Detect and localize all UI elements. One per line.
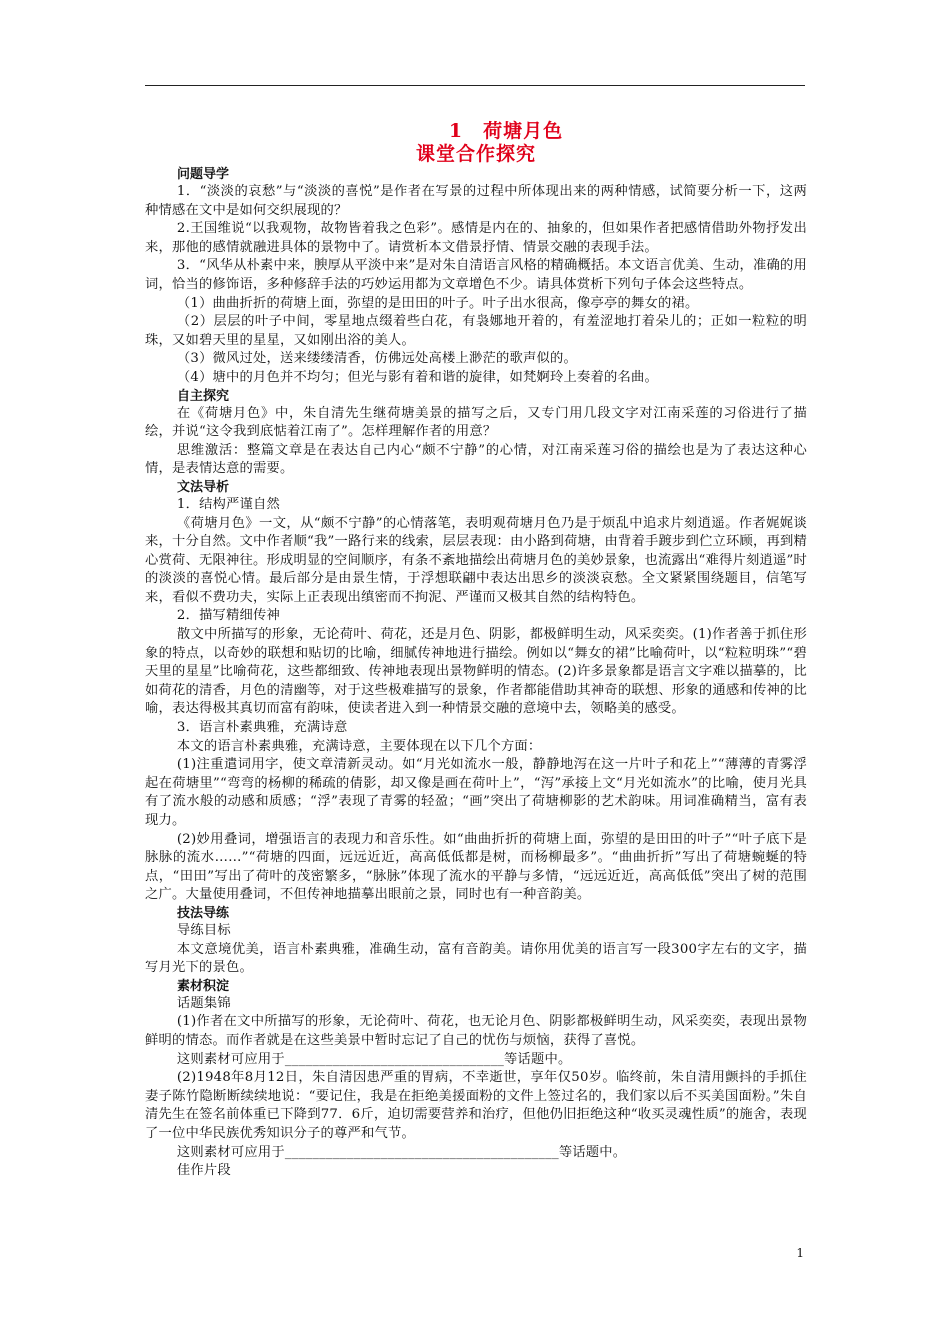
paragraph: 思维激活：整篇文章是在表达自己内心“颇不宁静”的心情，对江南采莲习俗的描绘也是为了表达这种心情，是表情达意的需要。 — [145, 442, 807, 477]
paragraph: 佳作片段 — [176, 1163, 231, 1179]
paragraph: (2)妙用叠词，增强语言的表现力和音乐性。如“曲曲折折的荷塘上面，弥望的是田田的叶子”“叶子底下是脉脉的流水……”“荷塘的四面，远远近近，高高低低都是树，而杨柳最多”。“曲曲折折”写出了荷塘蜿蜒的特点，“田田”写出了荷叶的茂密繁多，“脉脉”体现了流水的平静与多情，“远远近近，高高低低”突出了树的范围之广。大量使用叠词，不但传神地描摹出眼前之景，同时也有一种音韵美。 — [145, 831, 807, 903]
paragraph: 导练目标 — [176, 922, 231, 938]
paragraph: （2）层层的叶子中间，零星地点缀着些白花，有袅娜地开着的，有羞涩地打着朵儿的；正如一粒粒的明珠，又如碧天里的星星，又如刚出浴的美人。 — [145, 314, 807, 348]
paragraph: 3．“风华从朴素中来，腴厚从平淡中来”是对朱自清语言风格的精确概括。本文语言优美、生动，准确的用词，恰当的修饰语，多种修辞手法的巧妙运用都为文章增色不少。请具体赏析下列句子体会这些特点。 — [145, 258, 807, 292]
section-heading: 技法导练 — [177, 905, 230, 921]
section-heading: 问题导学 — [177, 167, 230, 182]
paragraph: 《荷塘月色》一文，从“颇不宁静”的心情落笔，表明观荷塘月色乃是于烦乱中追求片刻逍遥。作者娓娓谈来，十分自然。文中作者顺“我”一路行来的线索，层层表现：由小路到荷塘，由背着手踱步到伫立环顾，再到精心赏荷、无限神往。形成明显的空间顺序，有条不紊地描绘出荷塘月色的美妙景象，也流露出“难得片刻逍遥”时的淡淡的喜悦心情。最后部分是由景生情，于浮想联翩中表达出思乡的淡淡哀愁。全文紧紧围绕题目，信笔写来，看似不费功夫，实际上正表现出缜密而不拘泥、严谨而又极其自然的结构特色。 — [145, 515, 807, 605]
paragraph: 这则素材可应用于________________________________________等话题中。 — [176, 1144, 627, 1160]
section-heading: 自主探究 — [177, 388, 230, 404]
paragraph: （3）微风过处，送来缕缕清香，仿佛远处高楼上渺茫的歌声似的。 — [176, 351, 577, 367]
paragraph: （4）塘中的月色并不均匀；但光与影有着和谐的旋律，如梵婀玲上奏着的名曲。 — [176, 369, 658, 385]
paragraph: 3．语言朴素典雅，充满诗意 — [176, 720, 348, 736]
header-rule — [145, 85, 805, 86]
paragraph: 1．结构严谨自然 — [176, 496, 281, 512]
paragraph: 2.王国维说“以我观物，故物皆着我之色彩”。感情是内在的、抽象的，但如果作者把感情借助外物抒发出来，那他的感情就融进具体的景物中了。请赏析本文借景抒情、情景交融的表现手法。 — [145, 221, 807, 255]
paragraph: 2．描写精细传神 — [176, 608, 281, 624]
paragraph: 本文的语言朴素典雅，充满诗意，主要体现在以下几个方面： — [176, 738, 542, 754]
page-number: 1 — [796, 1246, 804, 1260]
lesson-subtitle: 课堂合作探究 — [415, 143, 536, 165]
paragraph: 本文意境优美，语言朴素典雅，准确生动，富有音韵美。请你用优美的语言写一段300字左右的文字，描写月光下的景色。 — [145, 941, 807, 976]
document-body — [145, 120, 807, 1181]
paragraph: 话题集锦 — [176, 995, 231, 1011]
paragraph: 在《荷塘月色》中，朱自清先生继荷塘美景的描写之后，又专门用几段文字对江南采莲的习俗进行了描绘，并说“这令我到底惦着江南了”。怎样理解作者的用意？ — [145, 405, 807, 440]
paragraph: 1．“淡淡的哀愁”与“淡淡的喜悦”是作者在写景的过程中所体现出来的两种情感，试简要分析一下，这两种情感在文中是如何交织展现的？ — [145, 184, 807, 218]
section-heading: 文法导析 — [177, 479, 230, 495]
paragraph: (1)注重遣词用字，使文章清新灵动。如“月光如流水一般，静静地泻在这一片叶子和花上”“薄薄的青雾浮起在荷塘里”“弯弯的杨柳的稀疏的倩影，却又像是画在荷叶上”，“泻”承接上文“月光如流水”的比喻，使月光具有了流水般的动感和质感；“浮”表现了青雾的轻盈；“画”突出了荷塘柳影的艺术韵味。用词准确精当，富有表现力。 — [145, 757, 807, 828]
paragraph: （1）曲曲折折的荷塘上面，弥望的是田田的叶子。叶子出水很高，像亭亭的舞女的裙。 — [176, 295, 699, 311]
paragraph: 散文中所描写的形象，无论荷叶、荷花，还是月色、阴影，都极鲜明生动，风采奕奕。(1)作者善于抓住形象的特点，以奇妙的联想和贴切的比喻，细腻传神地进行描绘。例如以“舞女的裙”比喻荷叶，以“粒粒明珠”“碧天里的星星”比喻荷花，这些都细致、传神地表现出景物鲜明的情态。(2)许多景象都是语言文字难以描摹的，比如荷花的清香，月色的清幽等，对于这些极难描写的景象，作者都能借助其神奇的联想、形象的通感和传神的比喻，表达得极其真切而富有韵味，使读者进入到一种情景交融的意境中去，领略美的感受。 — [145, 627, 807, 717]
paragraph: (2)1948年8月12日，朱自清因患严重的胃病，不幸逝世，享年仅50岁。临终前，朱自清用颤抖的手抓住妻子陈竹隐断断续续地说：“要记住，我是在拒绝美援面粉的文件上签过名的，我们家以后不买美国面粉。”朱自清先生在签名前体重已下降到77．6斤，迫切需要营养和治疗，但他仍旧拒绝这种“收买灵魂性质”的施舍，表现了一位中华民族优秀知识分子的尊严和气节。 — [145, 1070, 807, 1141]
paragraph: 这则素材可应用于________________________________等话题中。 — [176, 1051, 572, 1067]
sections-container — [145, 166, 807, 1181]
section-heading: 素材积淀 — [177, 978, 230, 994]
lesson-title: 1 荷塘月色 — [448, 120, 564, 142]
paragraph: (1)作者在文中所描写的形象，无论荷叶、荷花，也无论月色、阴影都极鲜明生动，风采奕奕，表现出景物鲜明的情态。而作者就是在这些美景中暂时忘记了自己的忧伤与烦恼，获得了喜悦。 — [145, 1014, 807, 1048]
